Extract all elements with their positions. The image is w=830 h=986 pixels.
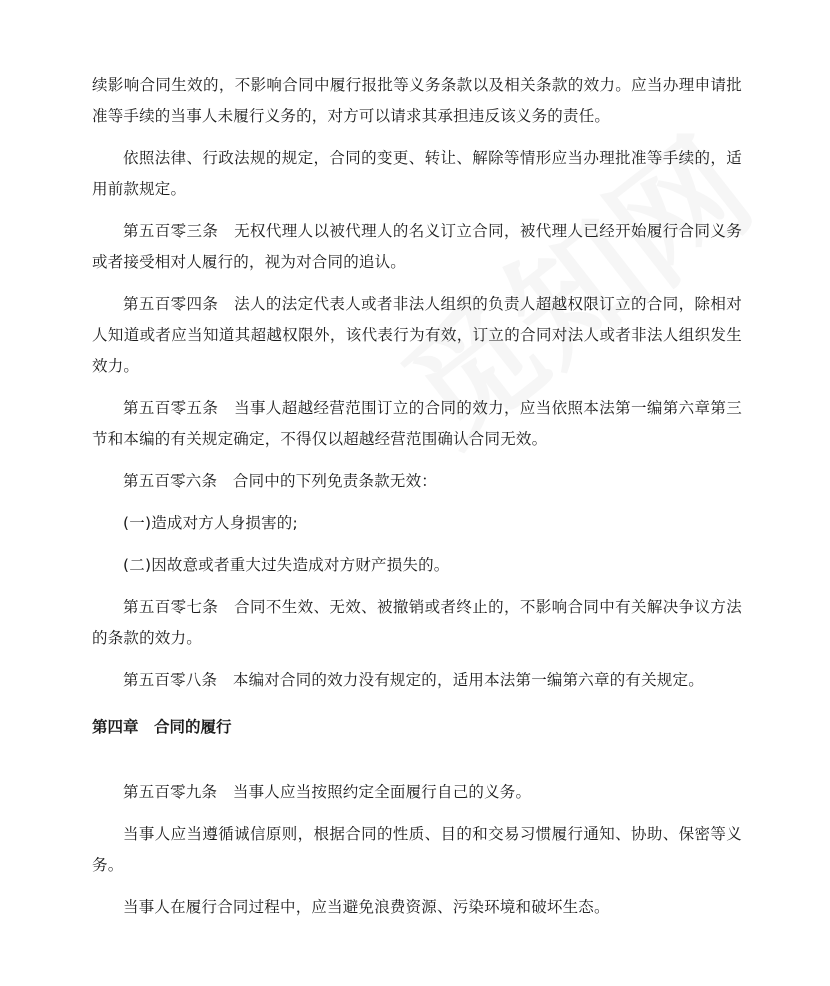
article-506-item-2: (二)因故意或者重大过失造成对方财产损失的。 — [123, 556, 450, 574]
article-506: 第五百零六条 合同中的下列免责条款无效： — [123, 472, 438, 490]
article-505: 第五百零五条 当事人超越经营范围订立的合同的效力，应当依照本法第一编第六章第三节和本编的有关规定确定，不得仅以超越经营范围确认合同无效。 — [92, 399, 742, 448]
article-507: 第五百零七条 合同不生效、无效、被撤销或者终止的，不影响合同中有关解决争议方法的条款的效力。 — [92, 598, 742, 647]
article-509: 第五百零九条 当事人应当按照约定全面履行自己的义务。 — [123, 783, 532, 801]
article-509-para-3: 当事人在履行合同过程中，应当避免浪费资源、污染环境和破坏生态。 — [123, 898, 610, 916]
chapter-heading: 第四章 合同的履行 — [92, 718, 232, 736]
article-503: 第五百零三条 无权代理人以被代理人的名义订立合同，被代理人已经开始履行合同义务或者接受相对人履行的，视为对合同的追认。 — [92, 222, 742, 271]
article-509-para-2: 当事人应当遵循诚信原则，根据合同的性质、目的和交易习惯履行通知、协助、保密等义务。 — [92, 825, 742, 874]
document-body — [92, 70, 742, 934]
article-504: 第五百零四条 法人的法定代表人或者非法人组织的负责人超越权限订立的合同，除相对人知道或者应当知道其超越权限外，该代表行为有效，订立的合同对法人或者非法人组织发生效力。 — [92, 295, 742, 375]
paragraph-continuation: 续影响合同生效的，不影响合同中履行报批等义务条款以及相关条款的效力。应当办理申请批准等手续的当事人未履行义务的，对方可以请求其承担违反该义务的责任。 — [92, 76, 742, 125]
paragraph-approval-rule: 依照法律、行政法规的规定，合同的变更、转让、解除等情形应当办理批准等手续的，适用前款规定。 — [92, 149, 742, 198]
article-506-item-1: (一)造成对方人身损害的; — [123, 514, 298, 532]
article-508: 第五百零八条 本编对合同的效力没有规定的，适用本法第一编第六章的有关规定。 — [123, 671, 704, 689]
